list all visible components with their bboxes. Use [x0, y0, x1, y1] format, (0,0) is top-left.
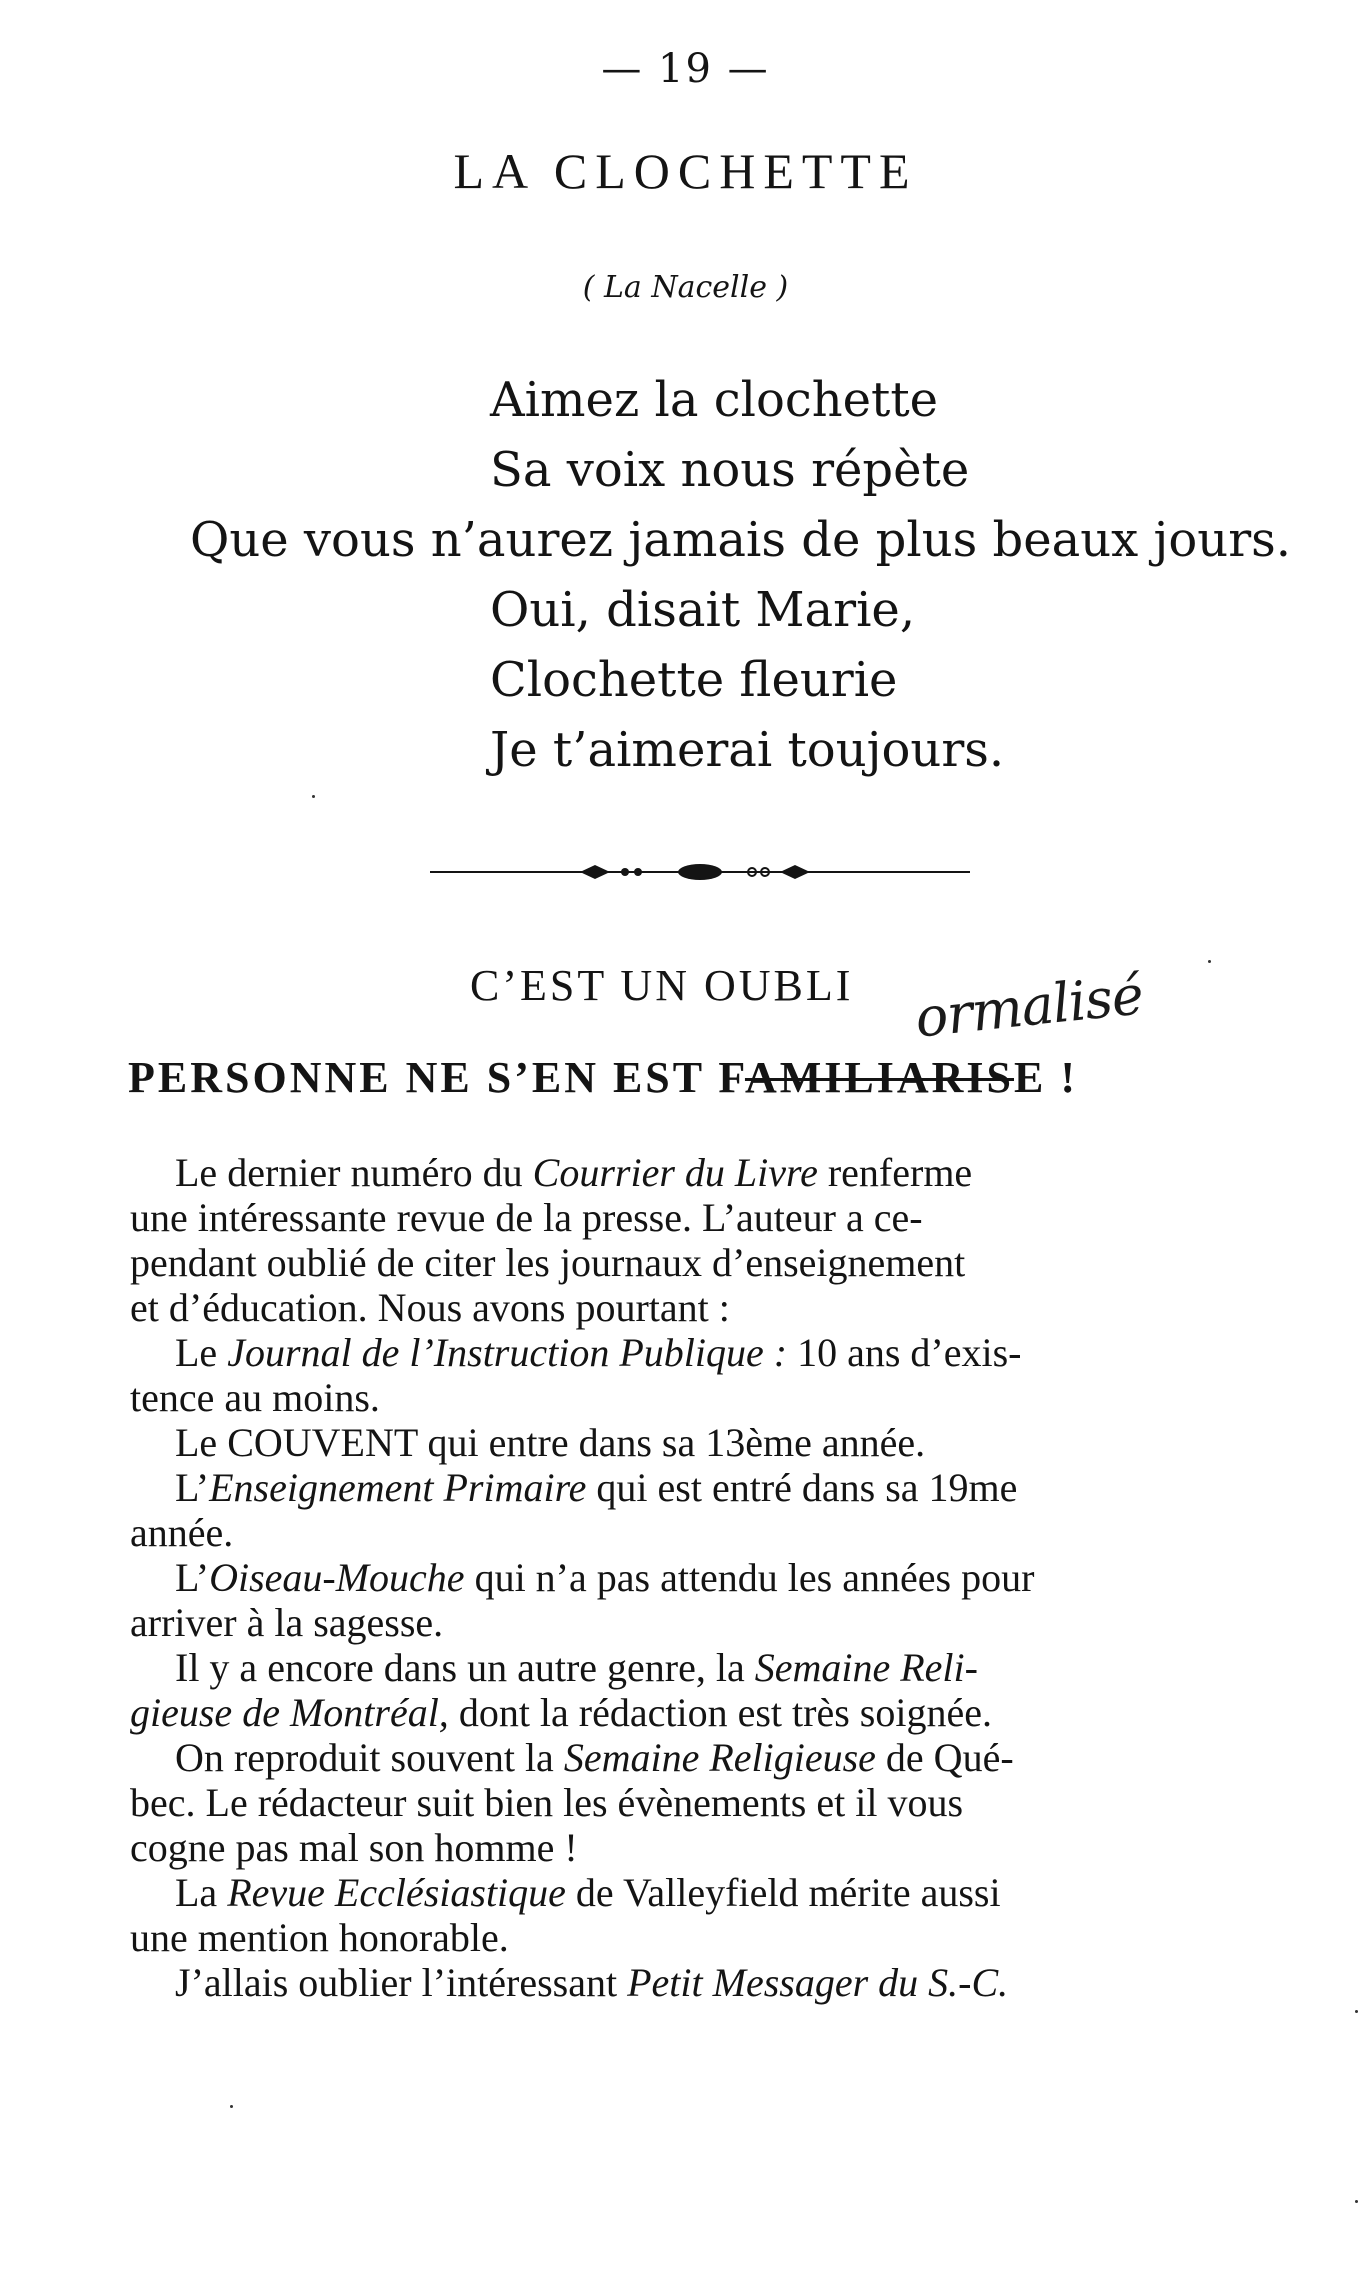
- ink-speck: [230, 2105, 233, 2108]
- body-line-text: [175, 1645, 978, 1690]
- poem-line: Aimez la clochette: [490, 372, 939, 428]
- ink-speck: [312, 795, 315, 798]
- poem-line: Que vous n’aurez jamais de plus beaux jours.: [190, 512, 1292, 568]
- body-text-run: pendant oublié de citer les journaux d’enseignement: [130, 1240, 966, 1285]
- body-text-run: On reproduit souvent la: [175, 1735, 564, 1780]
- body-line: [130, 1375, 1280, 1420]
- body-text-run: Le COUVENT qui entre dans sa 13ème année.: [175, 1420, 926, 1465]
- body-line: [130, 1510, 1280, 1555]
- body-line-text: [175, 1465, 1017, 1510]
- body-text-run: J’allais oublier l’intéressant: [175, 1960, 628, 2005]
- body-line-text: [130, 1375, 380, 1420]
- body-text-run: Le: [175, 1330, 228, 1375]
- body-text-run: La: [175, 1870, 228, 1915]
- ink-speck: [1208, 960, 1211, 963]
- body-line: [130, 1915, 1280, 1960]
- body-line-text: [175, 1870, 1001, 1915]
- italic-title: gieuse de Montréal,: [130, 1690, 449, 1735]
- body-line: [130, 1150, 1280, 1195]
- ink-speck: [1355, 2010, 1358, 2013]
- body-text-run: de Qué-: [875, 1735, 1014, 1780]
- body-line: [130, 1780, 1280, 1825]
- italic-title: Petit Messager du S.-C.: [627, 1960, 1009, 2005]
- body-line-text: [130, 1825, 578, 1870]
- subtitle-struck-text: AMILIARIS: [744, 1053, 1014, 1102]
- body-line-text: [175, 1960, 1008, 2005]
- italic-title: Oiseau-Mouche: [209, 1555, 465, 1600]
- italic-title: Enseignement Primaire: [209, 1465, 587, 1510]
- body-line-text: [130, 1240, 965, 1285]
- italic-title: Semaine Religieuse: [563, 1735, 876, 1780]
- body-line: [130, 1420, 1280, 1465]
- poem-line: Sa voix nous répète: [490, 442, 970, 498]
- body-text-run: de Valleyfield mérite aussi: [565, 1870, 1001, 1915]
- body-text-run: arriver à la sagesse.: [130, 1600, 444, 1645]
- body-text-run: 10 ans d’exis-: [787, 1330, 1022, 1375]
- article-title: C’EST UN OUBLI: [470, 961, 854, 1010]
- subtitle-suffix: E !: [1014, 1053, 1078, 1102]
- body-line: [130, 1195, 1280, 1240]
- poem-line: Clochette fleurie: [490, 652, 898, 708]
- italic-title: Revue Ecclésiastique: [227, 1870, 566, 1915]
- subtitle-prefix: PERSONNE NE S’EN EST F: [128, 1053, 745, 1102]
- body-line: [130, 1330, 1280, 1375]
- body-text-run: et d’éducation. Nous avons pourtant :: [130, 1285, 730, 1330]
- body-line: [130, 1690, 1280, 1735]
- body-line: [130, 1600, 1280, 1645]
- italic-title: Journal de l’Instruction Publique :: [227, 1330, 788, 1375]
- body-text-run: Il y a encore dans un autre genre, la: [175, 1645, 755, 1690]
- article-subtitle: [128, 1052, 1078, 1103]
- body-line-text: [130, 1915, 509, 1960]
- body-line: [130, 1285, 1280, 1330]
- body-line-text: [130, 1600, 443, 1645]
- body-line-text: [130, 1780, 963, 1825]
- body-line-text: [130, 1195, 923, 1240]
- handwritten-note: ormalisé: [912, 963, 1146, 1050]
- body-text-run: tence au moins.: [130, 1375, 380, 1420]
- page-number: — 19 —: [601, 46, 770, 92]
- poem-line: Je t’aimerai toujours.: [490, 722, 1005, 778]
- italic-title: Courrier du Livre: [532, 1150, 818, 1195]
- body-text-run: renferme: [817, 1150, 973, 1195]
- body-line: [130, 1240, 1280, 1285]
- body-text-run: année.: [130, 1510, 234, 1555]
- poem-body: [190, 365, 1310, 785]
- body-text-run: L’: [175, 1465, 210, 1510]
- body-text-run: une mention honorable.: [130, 1915, 509, 1960]
- body-line-text: [175, 1555, 1034, 1600]
- article-body: [130, 1150, 1280, 2005]
- poem-line: Oui, disait Marie,: [490, 582, 916, 638]
- italic-title: Semaine Reli-: [754, 1645, 978, 1690]
- ornamental-divider: [430, 860, 970, 884]
- body-line: [130, 1645, 1280, 1690]
- ink-speck: [1355, 2200, 1358, 2203]
- body-text-run: bec. Le rédacteur suit bien les évènements et il vous: [130, 1780, 964, 1825]
- body-text-run: Le dernier numéro du: [175, 1150, 533, 1195]
- body-line-text: [175, 1735, 1014, 1780]
- body-line-text: [130, 1285, 730, 1330]
- body-line: [130, 1555, 1280, 1600]
- body-line-text: [175, 1420, 925, 1465]
- body-line: [130, 1735, 1280, 1780]
- body-line-text: [130, 1690, 992, 1735]
- body-line: [130, 1465, 1280, 1510]
- poem-source: ( La Nacelle ): [582, 270, 789, 305]
- body-line: [130, 1960, 1280, 2005]
- body-text-run: dont la rédaction est très soignée.: [448, 1690, 992, 1735]
- body-text-run: une intéressante revue de la presse. L’auteur a ce-: [130, 1195, 923, 1240]
- body-text-run: L’: [175, 1555, 210, 1600]
- body-line-text: [175, 1150, 972, 1195]
- body-text-run: cogne pas mal son homme !: [130, 1825, 578, 1870]
- body-line: [130, 1870, 1280, 1915]
- poem-title: LA CLOCHETTE: [453, 143, 918, 199]
- body-text-run: qui n’a pas attendu les années pour: [464, 1555, 1035, 1600]
- body-line-text: [175, 1330, 1022, 1375]
- body-line-text: [130, 1510, 233, 1555]
- body-text-run: qui est entré dans sa 19me: [586, 1465, 1018, 1510]
- body-line: [130, 1825, 1280, 1870]
